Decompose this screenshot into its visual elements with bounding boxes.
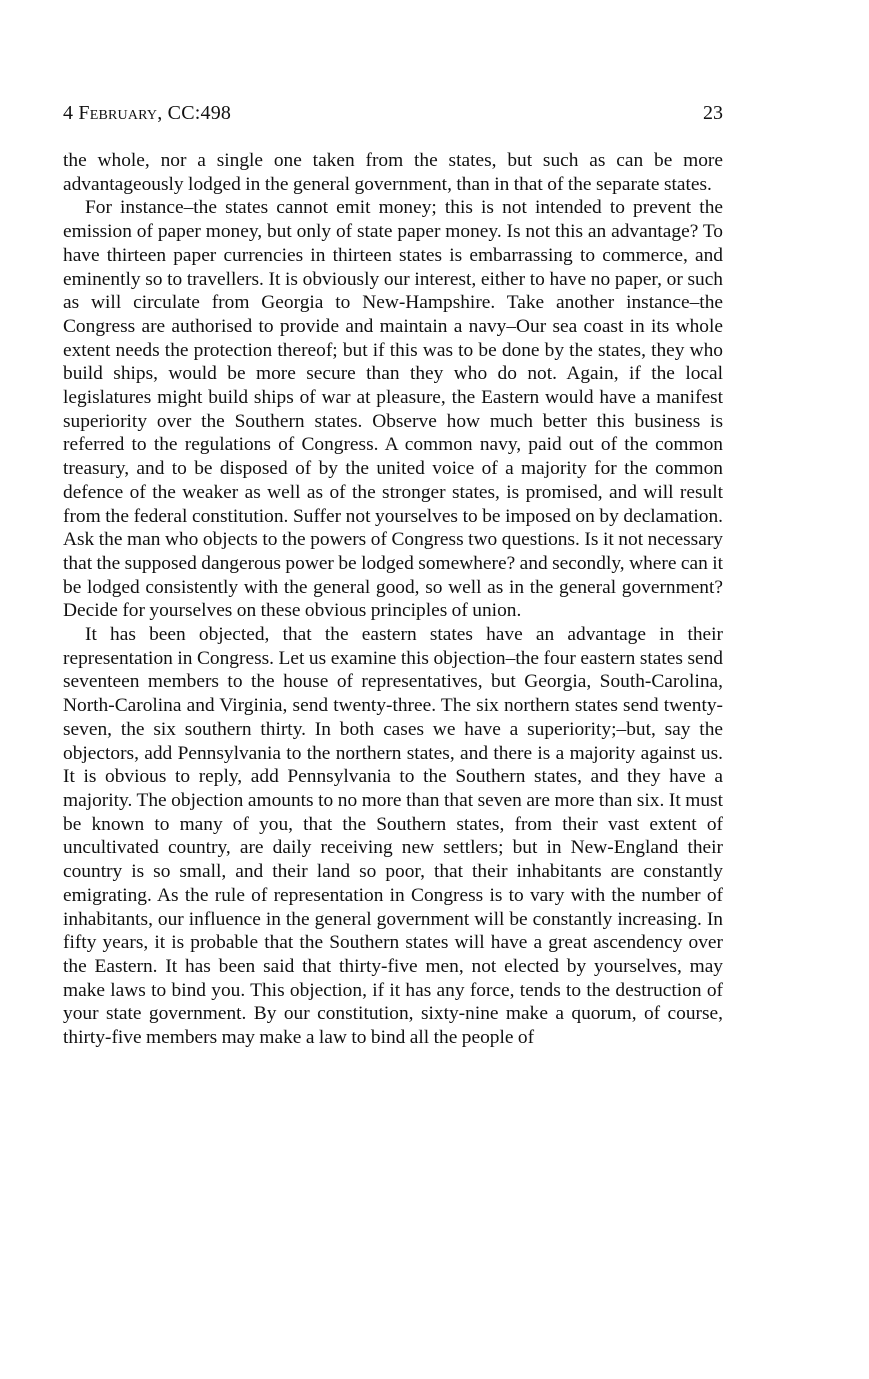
page-number: 23: [703, 102, 723, 124]
running-header: [63, 101, 723, 125]
paragraph: For instance–the states cannot emit money; this is not intended to prevent the emission of paper money, but only of state paper money. Is not this an advantage? To have thirteen paper currencies in thirteen states is embarrassing to commerce, and eminently so to travellers. It is obviously our interest, either to have no paper, or such as will circulate from Georgia to New-Hampshire. Take another instance–the Congress are authorised to provide and maintain a navy–Our sea coast in its whole extent needs the protection thereof; but if this was to be done by the states, they who build ships, would be more secure than they who do not. Again, if the local legislatures might build ships of war at pleasure, the Eastern would have a manifest superiority over the Southern states. Observe how much better this business is referred to the regulations of Congress. A common navy, paid out of the common treasury, and to be disposed of by the united voice of a majority for the common defence of the weaker as well as of the stronger states, is promised, and will result from the federal constitution. Suffer not yourselves to be imposed on by declamation. Ask the man who objects to the powers of Congress two questions. Is it not necessary that the supposed dangerous power be lodged somewhere? and secondly, where can it be lodged consistently with the general good, so well as in the general government? Decide for yourselves on these obvious principles of union.: [63, 197, 724, 622]
header-document-id: CC:498: [167, 102, 232, 124]
body-text: [63, 149, 723, 1050]
paragraph: It has been objected, that the eastern states have an advantage in their representation in Congress. Let us examine this objection–the four eastern states send seventeen members to the house of representatives, but Georgia, South-Carolina, North-Carolina and Virginia, send twenty-three. The six northern states send twenty-seven, the six southern thirty. In both cases we have a superiority;–but, say the objectors, add Pennsylvania to the northern states, and there is a majority against us. It is obvious to reply, add Pennsylvania to the Southern states, and they have a majority. The objection amounts to no more than that seven are more than six. It must be known to many of you, that the Southern states, from their vast extent of uncultivated country, are daily receiving new settlers; but in New-England their country is so small, and their land so poor, that their inhabitants are constantly emigrating. As the rule of representation in Congress is to vary with the number of inhabitants, our influence in the general government will be constantly increasing. In fifty years, it is probable that the Southern states will have a great ascendency over the Eastern. It has been said that thirty-five men, not elected by yourselves, may make laws to bind you. This objection, if it has any force, tends to the destruction of your state government. By our constitution, sixty-nine make a quorum, of course, thirty-five members may make a law to bind all the people of: [63, 624, 723, 1049]
header-date: 4 February: [63, 102, 158, 124]
paragraph-continuation: the whole, nor a single one taken from the states, but such as can be more advantageously lodged in the general government, than in that of the separate states.: [63, 150, 723, 195]
header-citation: 4 February, CC:498: [63, 102, 232, 124]
